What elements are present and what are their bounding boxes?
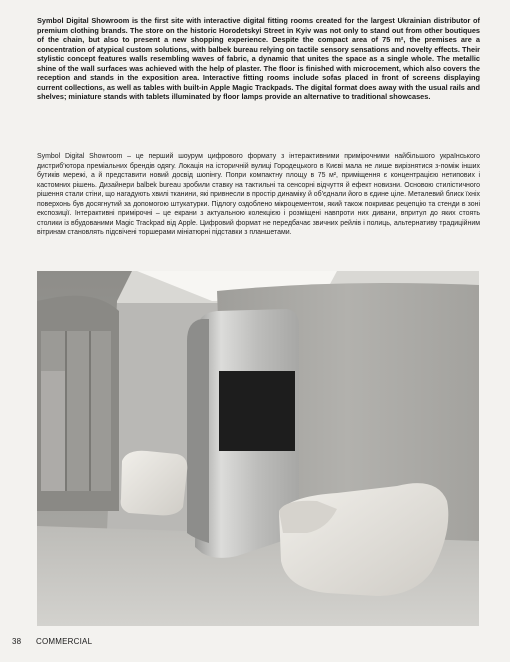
ukrainian-paragraph: Symbol Digital Showroom – це перший шоурум цифрового формату з інтерактивними примірочними найбільшого українського дистриб'ютора преміальних брендів одягу. Локація на історичній вулиці Городецького в Києві мала не лише вирізнятися з-поміж інших бутиків мережі, а й представити новий досвід шопінгу. Попри компактну площу в 75 м², приміщення є концентрацією нетипових і кастомних рішень. Дизайнери balbek bureau зробили ставку на тактильні та сенсорні відчуття й ефект новизни. Основою стилістичного рішення стали стіни, що нагадують хвилі тканини, які привнесли в простір динаміку й об'єднали його в єдине ціле. Металевий блиск їхніх поверхонь був досягнутий за допомогою штукатурки. Підлогу оздоблено мікроцементом, який також покриває рецепцію та стенди в зоні експозиції. Інтерактивні примірочні – це екрани з актуальною колекцією і розміщені навпроти них дивани, впритул до яких стоять столики із вбудованими Magic Trackpad від Apple. Цифровий формат не передбачає звичних рейлів і полиць, альтернативу традиційним вітринам становлять підсвічені торшерами мініатюрні підставки з планшетами. [37, 153, 480, 237]
section-label: COMMERCIAL [36, 637, 93, 646]
english-paragraph: Symbol Digital Showroom is the first site with interactive digital fitting rooms created for the largest Ukrainian distributor of premium clothing brands. The store on the historic Horodetskyi Street in Kyiv was not only to stand out from other boutiques of the chain, but also to present a new shopping experience. Despite the compact area of 75 m², the premises are a concentration of atypical custom solutions, with balbek bureau relying on tactile sensory sensations and novelty effects. Their stylistic concept features walls resembling waves of fabric, a dynamic that unites the space as a single whole. The metallic shine of the wall surfaces was achieved with the help of plaster. The floor is finished with microcement, which also covers the reception and stands in the exposition area. Interactive fitting rooms include sofas placed in front of screens displaying current collections, as well as tables with built-in Apple Magic Trackpads. The digital format does away with the usual rails and shelves; miniature stands with tablets illuminated by floor lamps provide an alternative to traditional showcases. [37, 16, 480, 102]
page-footer [12, 637, 492, 651]
showroom-photo [37, 271, 479, 626]
page-number: 38 [12, 637, 22, 646]
